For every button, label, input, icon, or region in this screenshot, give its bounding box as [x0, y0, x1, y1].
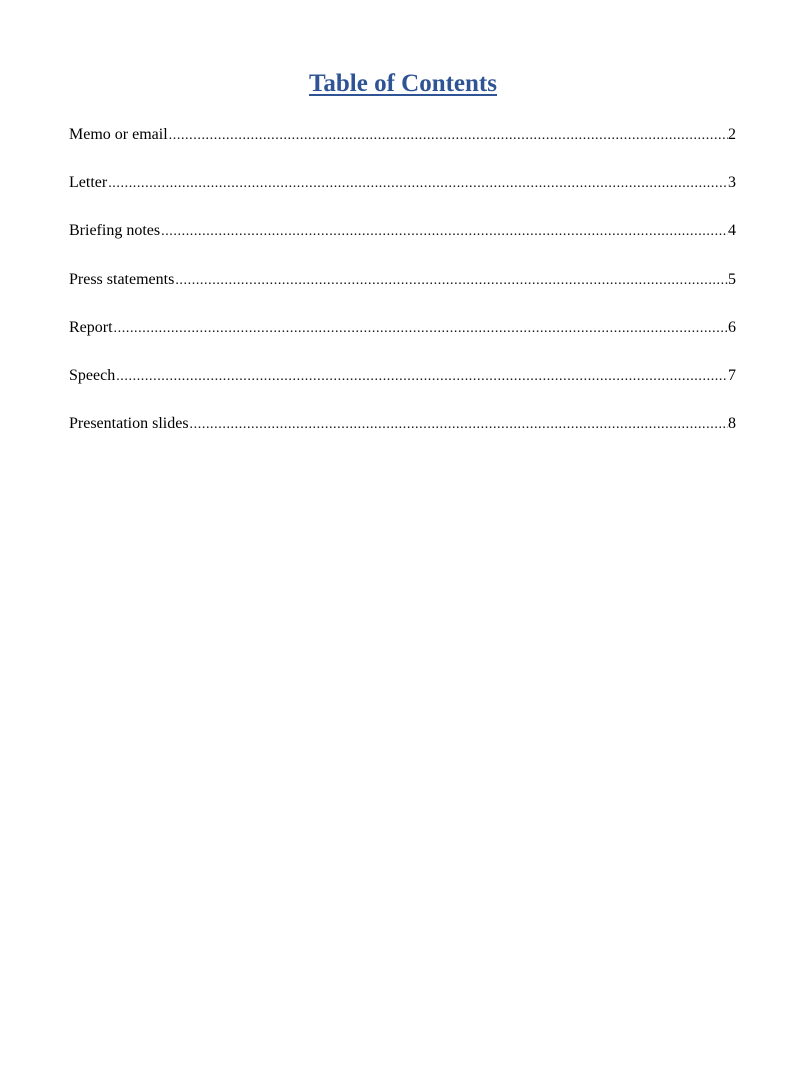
toc-dot-leader	[174, 267, 728, 295]
toc-dot-leader	[160, 218, 728, 246]
toc-entry-report[interactable]	[69, 314, 736, 362]
toc-list	[69, 121, 736, 458]
toc-entry-press-statements[interactable]	[69, 266, 736, 314]
toc-entry-label: Presentation slides	[69, 415, 189, 433]
toc-entry-page-number: 4	[728, 222, 736, 240]
toc-entry-speech[interactable]	[69, 362, 736, 410]
toc-entry-label: Memo or email	[69, 126, 168, 143]
toc-entry-label: Briefing notes	[69, 222, 161, 240]
toc-entry-label: Speech	[69, 366, 116, 384]
toc-entry-page-number: 5	[728, 270, 736, 288]
toc-entry-label: Press statements	[69, 270, 175, 288]
toc-entry-page-number: 3	[728, 174, 736, 192]
toc-entry-memo-or-email[interactable]	[69, 121, 736, 169]
toc-entry-page-number: 6	[728, 318, 736, 336]
toc-entry-page-number: 2	[728, 126, 736, 143]
toc-dot-leader	[107, 170, 728, 198]
toc-entry-page-number: 7	[728, 366, 736, 384]
toc-dot-leader	[113, 315, 728, 343]
toc-entry-letter[interactable]	[69, 169, 736, 217]
toc-entry-label: Report	[69, 318, 113, 336]
toc-dot-leader	[189, 411, 728, 439]
toc-entry-page-number: 8	[728, 415, 736, 433]
toc-entry-label: Letter	[69, 174, 108, 192]
toc-dot-leader	[168, 122, 728, 150]
toc-title: Table of Contents	[309, 70, 497, 97]
toc-entry-presentation-slides[interactable]	[69, 410, 736, 458]
toc-dot-leader	[115, 363, 728, 391]
toc-entry-briefing-notes[interactable]	[69, 217, 736, 265]
